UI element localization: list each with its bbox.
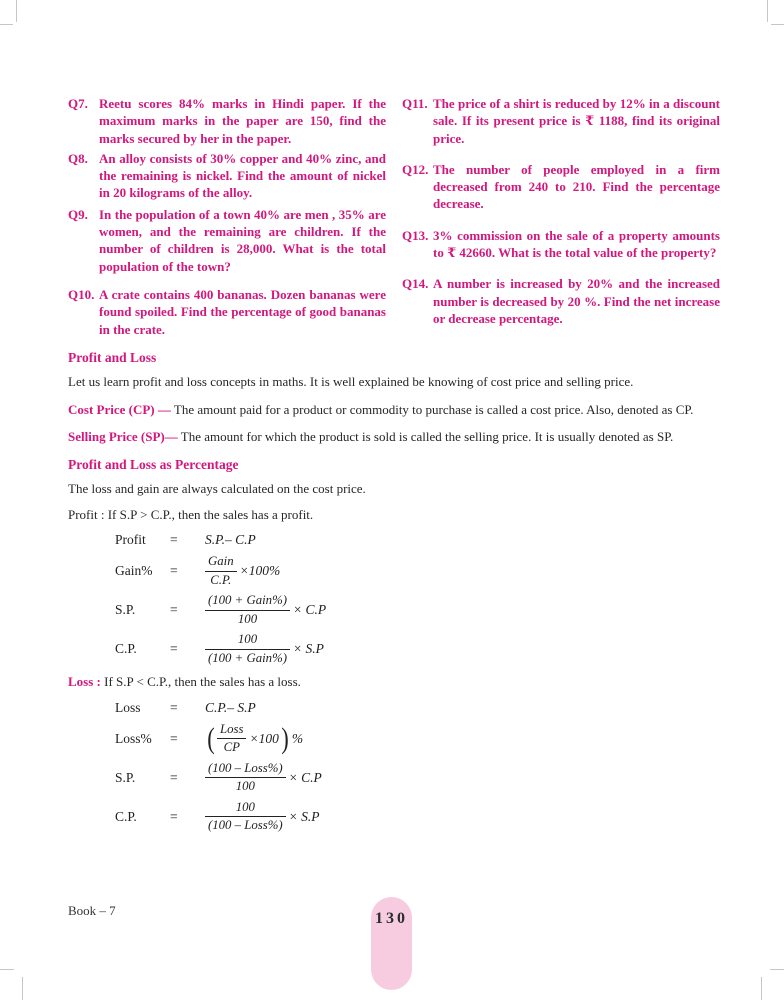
formula-label: C.P. — [115, 641, 137, 657]
formula-suffix: × S.P — [293, 641, 324, 657]
question-text: A number is increased by 20% and the increased number is decreased by 20 %. Find the net increase or decrease percentage. — [433, 276, 720, 326]
crop-mark — [16, 0, 17, 22]
page-number-pill — [371, 897, 412, 990]
loss-formulas — [115, 700, 720, 834]
exercise-questions — [68, 95, 720, 341]
formula-cp-loss — [115, 800, 720, 834]
question-text: 3% commission on the sale of a property amounts to ₹ 42660. What is the total value of the property? — [433, 227, 720, 261]
question-text: Reetu scores 84% marks in Hindi paper. If the maximum marks in the paper are 150, find the marks secured by her in the paper. — [99, 96, 386, 146]
question-q9 — [68, 206, 386, 275]
question-label: Q7. — [68, 96, 88, 111]
fraction — [205, 800, 286, 834]
question-text: The number of people employed in a firm decreased from 240 to 210. Find the percentage decrease. — [433, 161, 720, 212]
equals-sign: = — [170, 808, 178, 824]
selling-price-definition: The amount for which the product is sold is called the selling price. It is usually denoted as SP. — [177, 429, 674, 445]
formula-times: ×100 — [249, 730, 279, 746]
question-label: Q8. — [68, 150, 88, 166]
open-paren: ( — [207, 721, 215, 755]
formula-expression — [205, 722, 303, 756]
question-q7 — [68, 95, 386, 147]
numerator: Loss — [217, 722, 246, 740]
question-label: Q10. — [68, 286, 95, 302]
cost-price-paragraph — [68, 399, 720, 421]
fraction — [205, 632, 290, 666]
equals-sign: = — [170, 563, 178, 579]
profit-intro-line: Profit : If S.P > C.P., then the sales has a profit. — [68, 506, 314, 522]
equals-sign: = — [170, 532, 178, 548]
denominator: CP — [223, 740, 240, 755]
page-number: 130 — [375, 910, 408, 927]
section-heading-percentage: Profit and Loss as Percentage — [68, 457, 239, 473]
profit-formulas — [115, 532, 720, 666]
formula-expression — [205, 632, 324, 666]
selling-price-paragraph — [68, 426, 720, 448]
question-q13 — [402, 227, 720, 262]
formula-loss-percent — [115, 722, 720, 756]
crop-mark — [22, 977, 23, 1000]
crop-mark — [761, 977, 762, 1000]
intro-paragraph: Let us learn profit and loss concepts in maths. It is well explained be knowing of cost price and selling price. — [68, 374, 634, 390]
formula-suffix: × C.P — [288, 769, 322, 785]
formula-expression — [205, 593, 326, 627]
questions-column-left — [68, 95, 386, 341]
numerator: (100 + Gain%) — [205, 593, 290, 611]
question-q8 — [68, 150, 386, 202]
numerator: (100 – Loss%) — [205, 761, 286, 779]
question-text: The price of a shirt is reduced by 12% in a discount sale. If its present price is ₹ 1188, find its original price. — [433, 96, 720, 146]
denominator: 100 — [235, 779, 255, 794]
question-q10 — [68, 286, 386, 338]
formula-expression — [205, 800, 320, 834]
formula-label: S.P. — [115, 769, 136, 785]
question-q11 — [402, 95, 720, 147]
formula-label: C.P. — [115, 808, 137, 824]
formula-label: Loss — [115, 699, 141, 715]
formula-profit — [115, 532, 720, 548]
selling-price-term: Selling Price (SP)— — [68, 429, 178, 445]
crop-mark — [771, 24, 784, 25]
formula-expression: C.P.– S.P — [205, 699, 256, 715]
formula-label: Loss% — [115, 730, 152, 746]
loss-term: Loss : — [68, 674, 101, 690]
formula-sp-gain — [115, 593, 720, 627]
equals-sign: = — [170, 769, 178, 785]
equals-sign: = — [170, 699, 178, 715]
question-text: An alloy consists of 30% copper and 40% zinc, and the remaining is nickel. Find the amount of nickel in 20 kilograms of the alloy. — [99, 150, 386, 201]
calc-line: The loss and gain are always calculated on the cost price. — [68, 481, 366, 497]
questions-column-right — [402, 95, 720, 341]
formula-label: Profit — [115, 532, 146, 548]
equals-sign: = — [170, 641, 178, 657]
question-q12 — [402, 161, 720, 213]
fraction — [217, 722, 246, 756]
question-text: A crate contains 400 bananas. Dozen bananas were found spoiled. Find the percentage of good bananas in the crate. — [99, 286, 386, 337]
formula-label: S.P. — [115, 602, 136, 618]
formula-suffix: × C.P — [293, 602, 327, 618]
equals-sign: = — [170, 730, 178, 746]
denominator: (100 – Loss%) — [208, 818, 283, 833]
question-q14 — [402, 275, 720, 327]
formula-cp-gain — [115, 632, 720, 666]
formula-expression — [205, 761, 322, 795]
fraction — [205, 554, 237, 588]
formula-expression — [205, 554, 280, 588]
denominator: C.P. — [210, 572, 232, 587]
question-label: Q9. — [68, 206, 88, 222]
numerator: 100 — [205, 632, 290, 650]
fraction — [205, 761, 286, 795]
percent-sign: % — [291, 730, 304, 746]
crop-mark — [770, 969, 784, 970]
question-label: Q11. — [402, 96, 428, 111]
numerator: Gain — [205, 554, 237, 572]
question-label: Q12. — [402, 161, 429, 177]
equals-sign: = — [170, 602, 178, 618]
formula-suffix: ×100% — [239, 563, 281, 579]
formula-expression: S.P.– C.P — [205, 532, 256, 548]
formula-label: Gain% — [115, 563, 153, 579]
denominator: (100 + Gain%) — [208, 650, 288, 665]
formula-gain-percent — [115, 554, 720, 588]
crop-mark — [0, 24, 13, 25]
fraction — [205, 593, 290, 627]
cost-price-term: Cost Price (CP) — — [68, 401, 171, 417]
question-text: In the population of a town 40% are men , 35% are women, and the remaining are children. If the number of children is 28,000. What is the total population of the town? — [99, 206, 386, 274]
close-paren: ) — [281, 721, 289, 755]
formula-loss — [115, 700, 720, 716]
loss-intro-line — [68, 671, 720, 693]
page-content — [68, 95, 720, 839]
formula-sp-loss — [115, 761, 720, 795]
question-label: Q13. — [402, 227, 429, 243]
book-label: Book – 7 — [68, 903, 116, 918]
denominator: 100 — [237, 611, 258, 626]
question-label: Q14. — [402, 276, 429, 292]
cost-price-definition: The amount paid for a product or commodity to purchase is called a cost price. Also, denoted as CP. — [170, 401, 694, 417]
section-heading-profit-and-loss: Profit and Loss — [68, 350, 157, 366]
numerator: 100 — [205, 800, 286, 818]
formula-suffix: × S.P — [288, 808, 320, 824]
crop-mark — [767, 0, 768, 22]
crop-mark — [0, 969, 14, 970]
loss-intro-text: If S.P < C.P., then the sales has a loss. — [100, 674, 301, 690]
